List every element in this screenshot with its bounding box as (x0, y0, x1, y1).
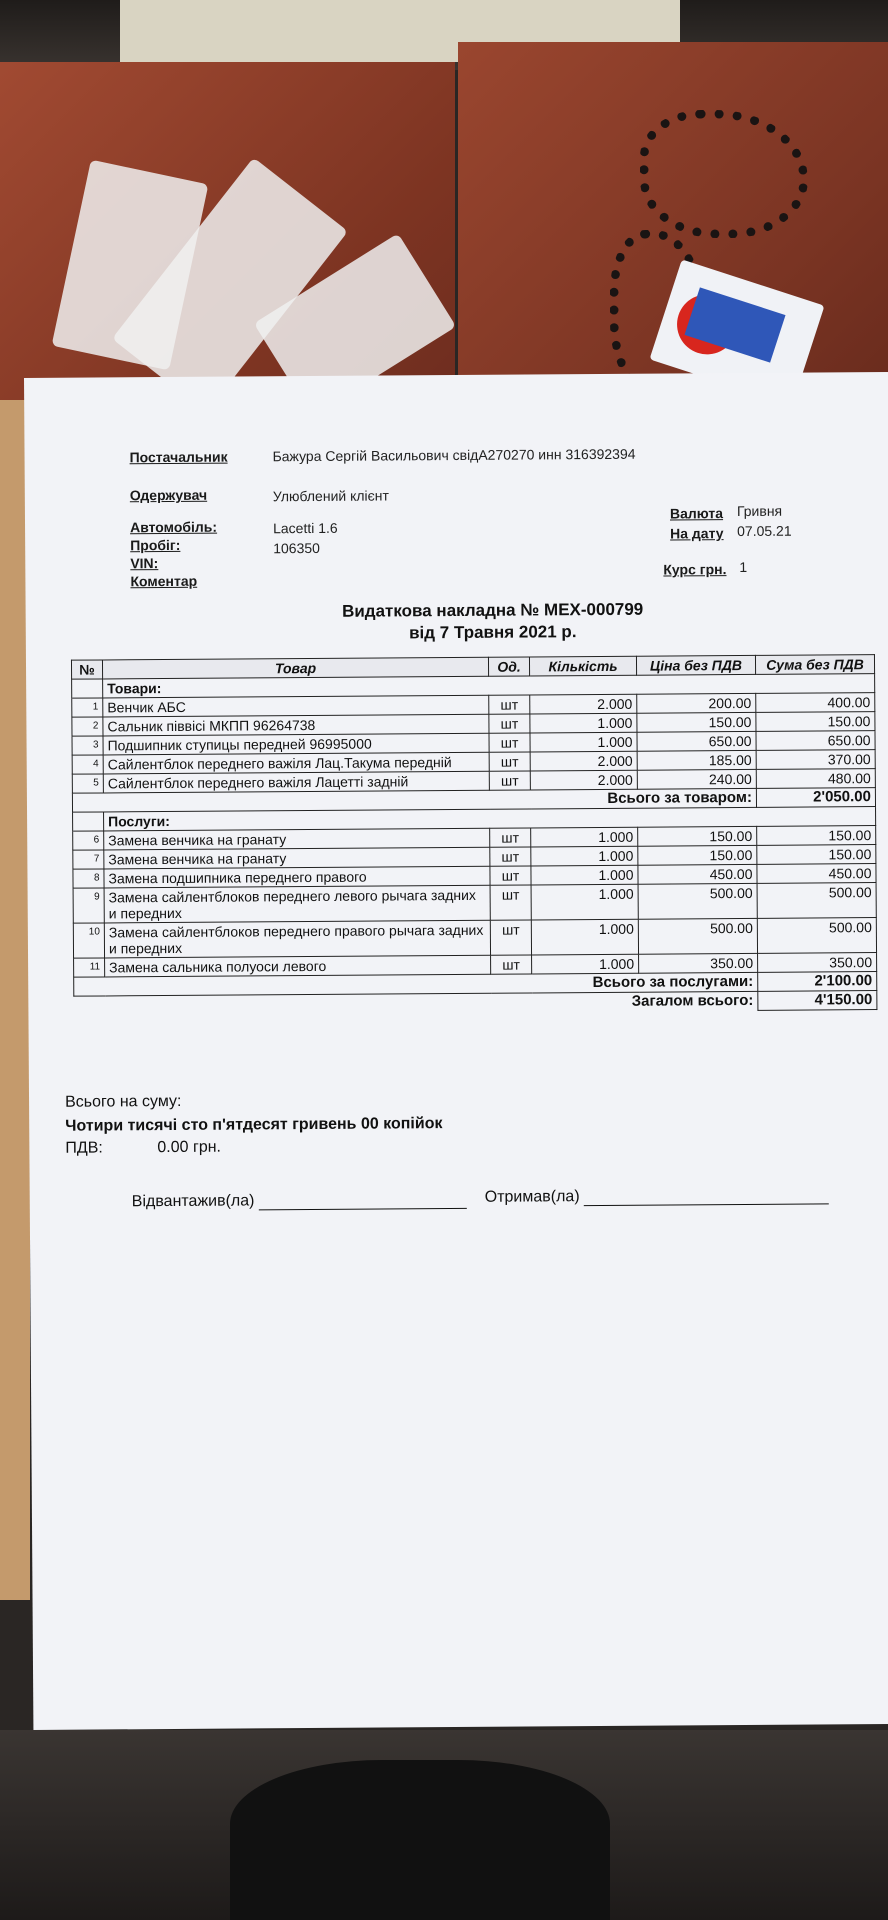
row-number: 5 (72, 774, 103, 793)
mileage-label: Пробіг: (130, 536, 181, 554)
row-item: Сайлентблок переднего важіля Лац.Такума передній (103, 752, 489, 774)
sum-in-words: Чотири тисячі сто п'ятдесят гривень 00 копійок (65, 1115, 443, 1135)
row-number: 7 (73, 850, 104, 869)
recipient-value: Улюблений клієнт (272, 487, 389, 505)
row-item: Венчик АБС (103, 695, 489, 717)
grand-total-value: 4'150.00 (758, 991, 877, 1011)
row-sum: 480.00 (756, 769, 875, 789)
supplier-value: Бажура Сергій Васильович свідА270270 инн 316392394 (272, 445, 636, 465)
row-price: 450.00 (638, 864, 757, 884)
row-number: 6 (73, 831, 104, 850)
row-unit: шт (489, 714, 530, 733)
col-unit: Од. (488, 657, 529, 676)
row-unit: шт (490, 828, 531, 847)
row-sum: 400.00 (756, 693, 875, 713)
table-row (73, 918, 876, 959)
row-sum: 150.00 (756, 712, 875, 732)
row-unit: шт (491, 955, 532, 974)
rate-value: 1 (739, 558, 748, 576)
row-sum: 150.00 (757, 826, 876, 846)
sum-label: Всього на суму: (64, 1092, 182, 1111)
row-item: Замена венчика на гранату (104, 847, 490, 869)
invoice-title: Видаткова накладна № МЕХ-000799 (341, 599, 644, 621)
row-unit: шт (489, 752, 530, 771)
row-unit: шт (490, 847, 531, 866)
row-price: 150.00 (638, 826, 757, 846)
currency-label: Валюта (669, 505, 724, 522)
invoice-table (71, 654, 877, 1016)
grand-total-label: Загалом всього: (631, 992, 754, 1011)
row-quantity: 2.000 (530, 694, 637, 714)
row-price: 500.00 (638, 883, 757, 919)
row-quantity: 1.000 (530, 732, 637, 752)
services-total-value: 2'100.00 (758, 972, 877, 992)
row-item: Сайлентблок переднего важіля Лацетті задній (103, 771, 489, 793)
row-number: 10 (73, 923, 104, 958)
row-number: 8 (73, 869, 104, 888)
row-price: 350.00 (639, 953, 758, 973)
row-unit: шт (489, 695, 530, 714)
row-price: 200.00 (637, 693, 756, 713)
row-unit: шт (489, 733, 530, 752)
row-sum: 350.00 (758, 953, 877, 973)
row-price: 240.00 (637, 769, 756, 789)
row-unit: шт (489, 771, 530, 790)
row-item: Замена венчика на гранату (104, 828, 490, 850)
row-sum: 450.00 (757, 864, 876, 884)
row-item: Подшипник ступицы передней 96995000 (103, 733, 489, 755)
rate-label: Курс грн. (663, 561, 727, 578)
services-heading: Послуги: (104, 807, 876, 831)
row-number: 2 (72, 717, 103, 736)
row-quantity: 1.000 (530, 713, 637, 733)
received-signature-line (584, 1203, 829, 1206)
row-number: 3 (72, 736, 103, 755)
col-quantity: Кількість (529, 656, 636, 676)
row-item: Замена сайлентблоков переднего правого рычага задних и передних (104, 920, 490, 958)
row-quantity: 1.000 (531, 827, 638, 847)
row-item: Замена сальника полуоси левого (105, 955, 491, 977)
col-sum: Сума без ПДВ (755, 655, 874, 675)
vat-label: ПДВ: (65, 1139, 103, 1157)
recipient-label: Одержувач (129, 486, 208, 504)
row-sum: 370.00 (756, 750, 875, 770)
vin-label: VIN: (130, 555, 159, 572)
goods-total-label: Всього за товаром: (72, 788, 756, 812)
row-item: Замена сайлентблоков переднего левого рычага задних и передних (104, 885, 490, 923)
row-price: 500.00 (638, 918, 757, 954)
row-item: Замена подшипника переднего правого (104, 866, 490, 888)
row-price: 150.00 (637, 712, 756, 732)
shoe (230, 1760, 610, 1920)
col-price: Ціна без ПДВ (636, 655, 755, 675)
row-quantity: 1.000 (531, 846, 638, 866)
row-number: 4 (72, 755, 103, 774)
date-label: На дату (670, 525, 724, 542)
date-value: 07.05.21 (737, 522, 792, 540)
invoice-date-title: від 7 Травня 2021 р. (408, 622, 577, 643)
row-item: Сальник піввісі МКПП 96264738 (103, 714, 489, 736)
comment-label: Коментар (130, 572, 198, 590)
currency-value: Гривня (736, 502, 783, 520)
row-sum: 500.00 (757, 918, 876, 954)
row-quantity: 1.000 (531, 884, 638, 920)
row-price: 150.00 (638, 845, 757, 865)
row-sum: 650.00 (756, 731, 875, 751)
car-value: Lacetti 1.6 (272, 519, 338, 537)
invoice-paper (24, 372, 888, 1730)
row-number: 11 (74, 958, 105, 977)
goods-total-value: 2'050.00 (756, 788, 875, 808)
row-quantity: 1.000 (532, 954, 639, 974)
row-price: 650.00 (637, 731, 756, 751)
col-number: № (71, 660, 102, 679)
received-signature (485, 1186, 829, 1206)
row-number: 1 (72, 698, 103, 717)
shipped-label: Відвантажив(ла) (131, 1192, 255, 1211)
row-sum: 150.00 (757, 845, 876, 865)
row-unit: шт (490, 920, 531, 955)
row-quantity: 1.000 (531, 865, 638, 885)
row-sum: 500.00 (757, 883, 876, 919)
row-price: 185.00 (637, 750, 756, 770)
row-quantity: 1.000 (531, 919, 638, 955)
received-label: Отримав(ла) (484, 1188, 580, 1206)
row-number: 9 (73, 888, 104, 923)
car-label: Автомобіль: (129, 518, 218, 536)
services-total-label: Всього за послугами: (74, 972, 758, 996)
row-unit: шт (490, 885, 531, 920)
goods-heading: Товари: (103, 674, 875, 698)
shipped-signature-line (259, 1208, 467, 1210)
table-row (73, 883, 876, 924)
vat-value: 0.00 грн. (157, 1138, 222, 1157)
shipped-signature (132, 1191, 467, 1211)
mileage-value: 106350 (273, 539, 320, 557)
row-quantity: 2.000 (530, 751, 637, 771)
row-unit: шт (490, 866, 531, 885)
col-item: Товар (102, 657, 488, 679)
supplier-label: Постачальник (129, 448, 228, 466)
row-quantity: 2.000 (530, 770, 637, 790)
